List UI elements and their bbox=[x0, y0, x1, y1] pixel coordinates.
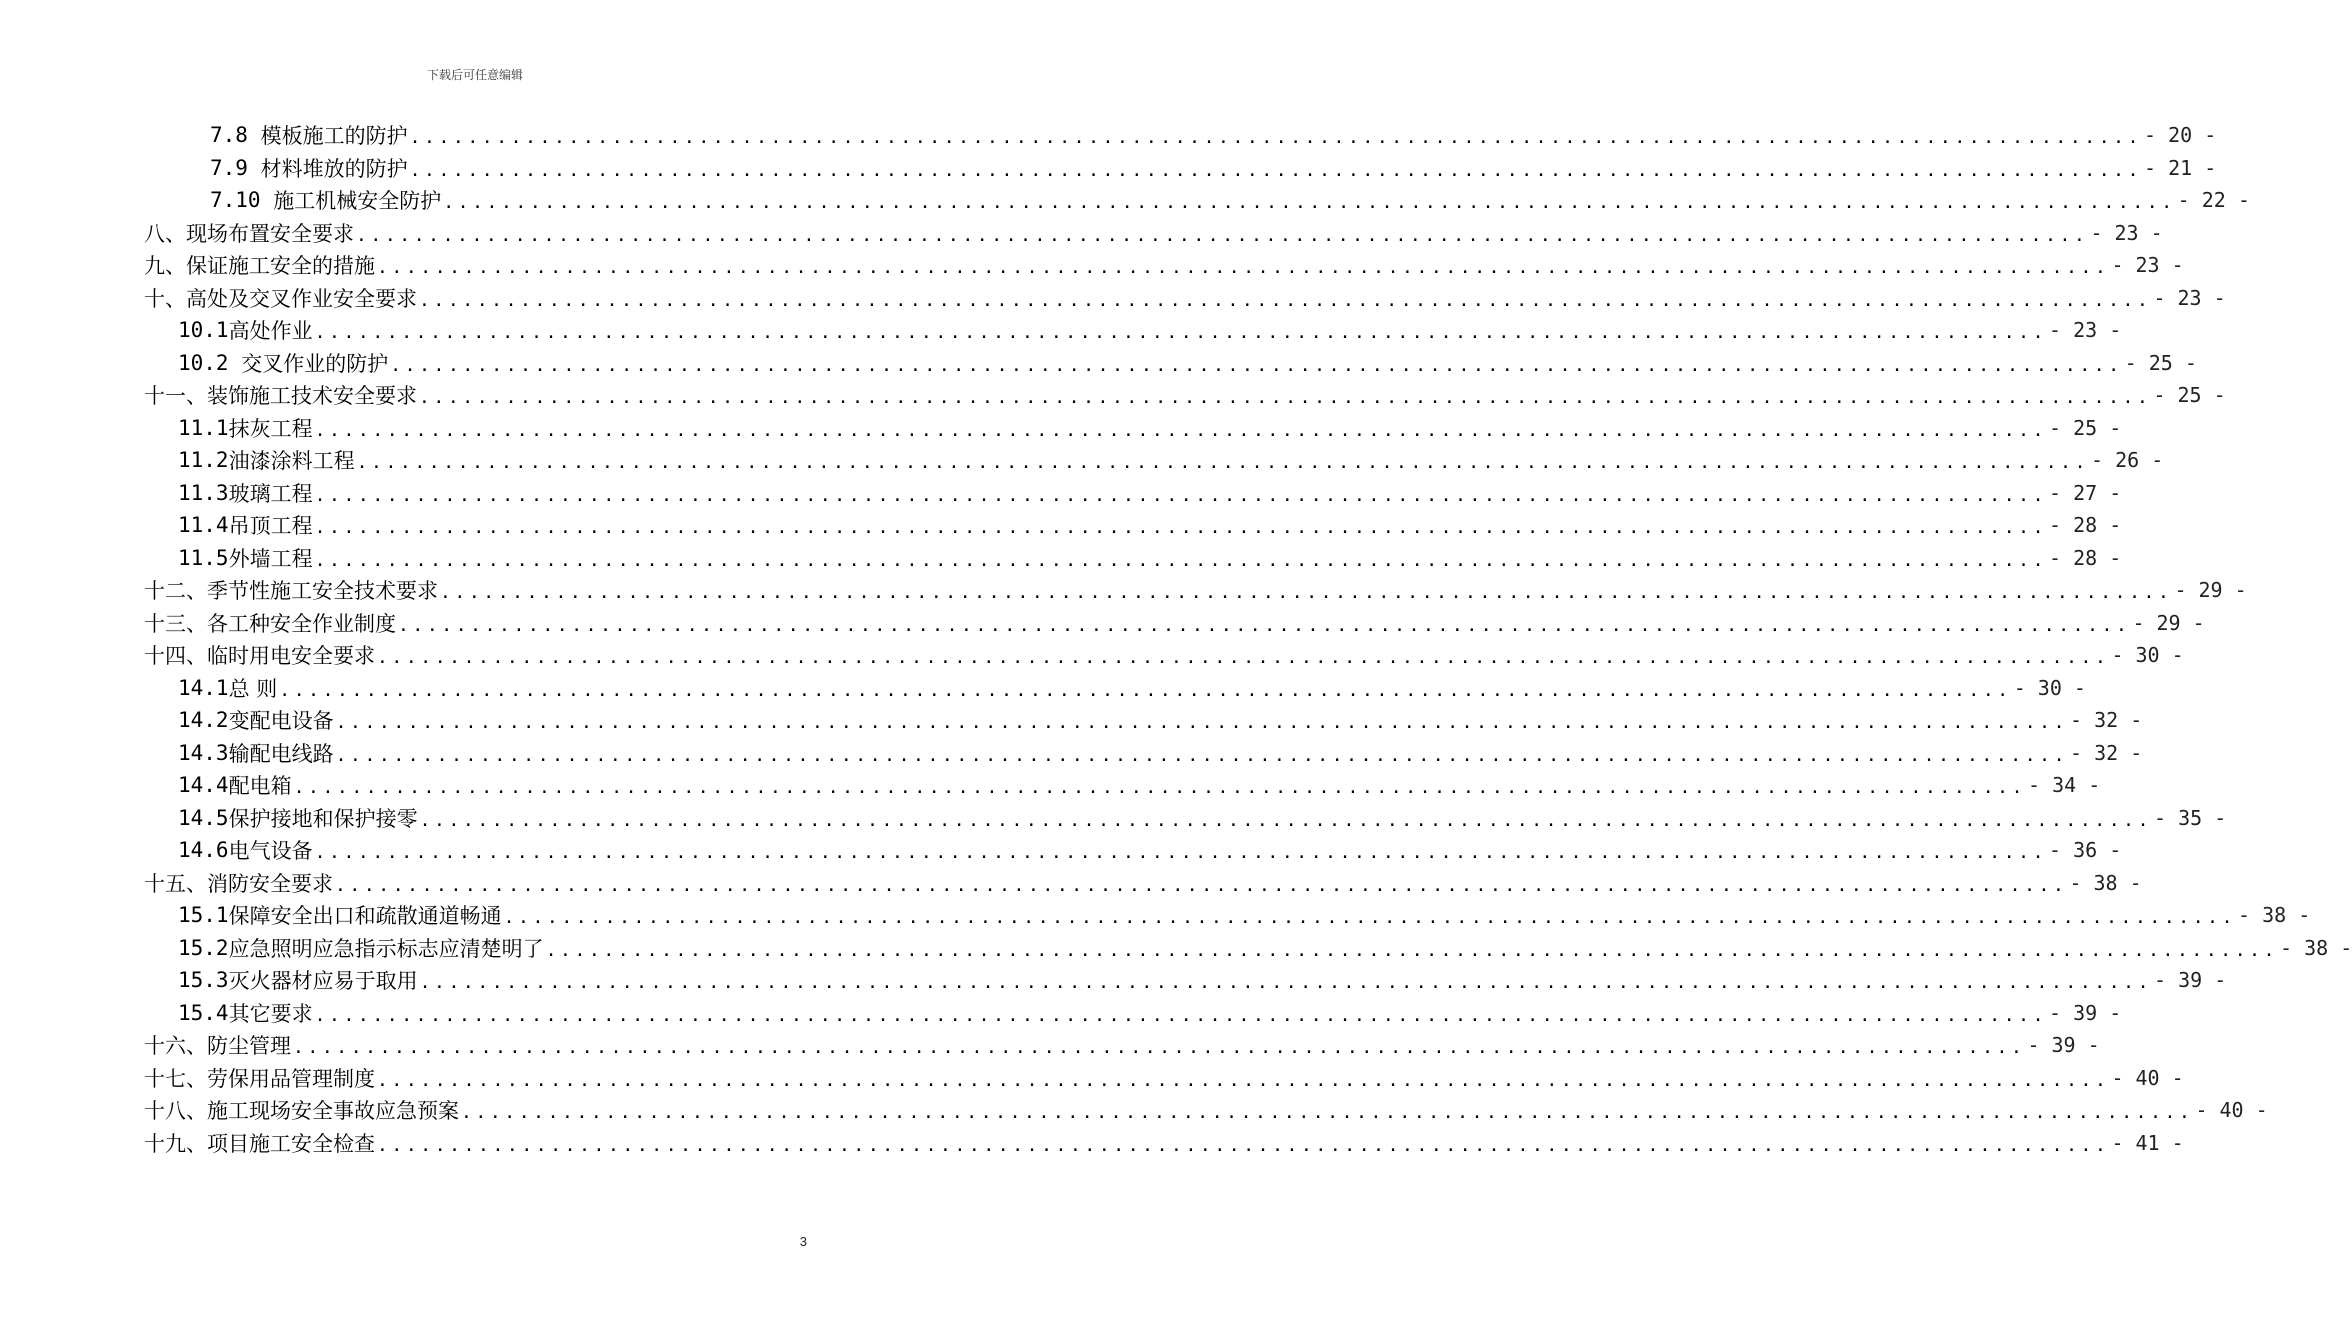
toc-entry-page: - 23 - bbox=[2153, 285, 2226, 310]
toc-entry-title: 施工机械安全防护 bbox=[273, 189, 442, 214]
toc-entry-page: - 38 - bbox=[2280, 935, 2352, 960]
toc-entry-title: 材料堆放的防护 bbox=[260, 156, 408, 181]
toc-entry-page: - 39 - bbox=[2049, 1000, 2122, 1025]
toc-entry-number: 十四、 bbox=[144, 644, 207, 669]
toc-entry[interactable] bbox=[0, 152, 2217, 185]
toc-entry-number: 十、 bbox=[144, 286, 186, 311]
toc-entry-number: 11.5 bbox=[178, 545, 229, 570]
toc-entry-page: - 25 - bbox=[2124, 350, 2197, 375]
toc-entry-title: 变配电设备 bbox=[228, 709, 334, 734]
toc-entry-page: - 26 - bbox=[2091, 448, 2164, 473]
toc-entry-title: 保障安全出口和疏散通道畅通 bbox=[228, 904, 502, 929]
toc-dot-leader: ........................................................................................................................ bbox=[409, 159, 2143, 181]
toc-entry-title: 外墙工程 bbox=[228, 546, 313, 571]
toc-entry[interactable] bbox=[0, 737, 2143, 770]
toc-entry-number: 十八、 bbox=[144, 1099, 207, 1124]
toc-entry-number: 14.6 bbox=[178, 838, 229, 863]
toc-entry[interactable] bbox=[0, 867, 2142, 900]
toc-entry-number: 14.3 bbox=[178, 740, 229, 765]
toc-entry[interactable] bbox=[0, 672, 2086, 705]
toc-entry-number: 7.8 bbox=[210, 123, 261, 148]
toc-entry-title: 总 则 bbox=[228, 676, 278, 701]
toc-entry-number: 十七、 bbox=[144, 1066, 207, 1091]
toc-entry-title: 消防安全要求 bbox=[207, 871, 333, 896]
toc-entry-title: 模板施工的防护 bbox=[260, 124, 408, 149]
toc-entry[interactable] bbox=[0, 574, 2247, 607]
toc-entry-title: 劳保用品管理制度 bbox=[207, 1066, 375, 1091]
toc-entry-number: 十五、 bbox=[144, 871, 207, 896]
toc-dot-leader: ........................................................................................................................ bbox=[314, 322, 2048, 344]
toc-entry-title: 抹灰工程 bbox=[228, 416, 313, 441]
toc-entry-title: 临时用电安全要求 bbox=[207, 644, 375, 669]
toc-entry-page: - 20 - bbox=[2144, 123, 2217, 148]
toc-entry-page: - 35 - bbox=[2154, 805, 2227, 830]
toc-entry-page: - 30 - bbox=[2013, 675, 2086, 700]
toc-entry-page: - 22 - bbox=[2177, 188, 2250, 213]
toc-entry-number: 九、 bbox=[144, 254, 186, 279]
toc-entry[interactable] bbox=[0, 282, 2226, 315]
toc-entry-page: - 32 - bbox=[2070, 740, 2143, 765]
toc-dot-leader: ........................................................................................................................ bbox=[314, 842, 2048, 864]
toc-entry-title: 高处作业 bbox=[228, 319, 313, 344]
toc-entry-page: - 28 - bbox=[2049, 513, 2122, 538]
toc-dot-leader: ........................................................................................................................ bbox=[398, 614, 2131, 636]
toc-entry-page: - 29 - bbox=[2174, 578, 2247, 603]
toc-dot-leader: ........................................................................................................................ bbox=[377, 1134, 2110, 1156]
toc-dot-leader: ........................................................................................................................ bbox=[419, 289, 2152, 311]
toc-dot-leader: ........................................................................................................................ bbox=[377, 257, 2110, 279]
toc-entry-title: 吊顶工程 bbox=[228, 514, 313, 539]
toc-entry-number: 7.9 bbox=[210, 155, 261, 180]
toc-entry[interactable] bbox=[0, 412, 2122, 445]
toc-entry[interactable] bbox=[0, 932, 2352, 965]
toc-entry-page: - 41 - bbox=[2111, 1130, 2184, 1155]
toc-dot-leader: ........................................................................................................................ bbox=[335, 874, 2068, 896]
toc-entry[interactable] bbox=[0, 217, 2163, 250]
toc-entry[interactable] bbox=[0, 964, 2227, 997]
toc-entry-number: 15.2 bbox=[178, 935, 229, 960]
toc-entry-title: 保证施工安全的措施 bbox=[186, 254, 375, 279]
toc-entry[interactable] bbox=[0, 1094, 2268, 1127]
toc-dot-leader: ........................................................................................................................ bbox=[409, 127, 2143, 149]
toc-dot-leader: ........................................................................................................................ bbox=[440, 582, 2173, 604]
toc-entry[interactable] bbox=[0, 509, 2122, 542]
toc-entry-page: - 28 - bbox=[2049, 545, 2122, 570]
toc-dot-leader: ........................................................................................................................ bbox=[314, 1004, 2048, 1026]
toc-dot-leader: ........................................................................................................................ bbox=[314, 517, 2048, 539]
toc-entry[interactable] bbox=[0, 347, 2197, 380]
toc-entry-title: 施工现场安全事故应急预案 bbox=[207, 1099, 459, 1124]
toc-entry-title: 玻璃工程 bbox=[228, 481, 313, 506]
toc-entry-page: - 38 - bbox=[2069, 870, 2142, 895]
toc-entry[interactable] bbox=[0, 639, 2184, 672]
toc-entry-title: 装饰施工技术安全要求 bbox=[207, 384, 417, 409]
toc-dot-leader: ........................................................................................................................ bbox=[419, 809, 2153, 831]
toc-dot-leader: ........................................................................................................................ bbox=[335, 712, 2069, 734]
toc-entry-page: - 40 - bbox=[2111, 1065, 2184, 1090]
toc-entry-page: - 25 - bbox=[2049, 415, 2122, 440]
toc-entry[interactable] bbox=[0, 444, 2164, 477]
toc-entry-page: - 23 - bbox=[2090, 220, 2163, 245]
toc-entry-number: 十三、 bbox=[144, 611, 207, 636]
toc-entry[interactable] bbox=[0, 997, 2122, 1030]
toc-entry-number: 11.3 bbox=[178, 480, 229, 505]
toc-entry-number: 15.3 bbox=[178, 968, 229, 993]
toc-entry-page: - 29 - bbox=[2132, 610, 2205, 635]
toc-entry-number: 11.2 bbox=[178, 448, 229, 473]
toc-dot-leader: ........................................................................................................................ bbox=[419, 387, 2152, 409]
toc-entry-number: 十九、 bbox=[144, 1131, 207, 1156]
header-note: 下载后可任意编辑 bbox=[426, 68, 523, 82]
toc-entry[interactable] bbox=[0, 1029, 2100, 1062]
toc-dot-leader: ........................................................................................................................ bbox=[314, 549, 2048, 571]
toc-entry-title: 项目施工安全检查 bbox=[207, 1131, 375, 1156]
toc-dot-leader: ........................................................................................................................ bbox=[377, 1069, 2110, 1091]
toc-dot-leader: ........................................................................................................................ bbox=[314, 484, 2048, 506]
page-number: 3 bbox=[799, 1234, 807, 1249]
toc-entry[interactable] bbox=[0, 314, 2122, 347]
toc-entry-number: 14.1 bbox=[178, 675, 229, 700]
toc-entry[interactable] bbox=[0, 1062, 2184, 1095]
toc-dot-leader: ........................................................................................................................ bbox=[390, 354, 2123, 376]
toc-dot-leader: ........................................................................................................................ bbox=[443, 192, 2176, 214]
toc-dot-leader: ........................................................................................................................ bbox=[356, 224, 2089, 246]
toc-entry-number: 14.5 bbox=[178, 805, 229, 830]
toc-entry-page: - 39 - bbox=[2027, 1033, 2100, 1058]
toc-entry-page: - 30 - bbox=[2111, 643, 2184, 668]
toc-entry-number: 10.2 bbox=[178, 350, 242, 375]
toc-entry[interactable] bbox=[0, 834, 2122, 867]
toc-entry-page: - 39 - bbox=[2154, 968, 2227, 993]
toc-entry-number: 十二、 bbox=[144, 579, 207, 604]
toc-entry-title: 各工种安全作业制度 bbox=[207, 611, 396, 636]
toc-entry-title: 其它要求 bbox=[228, 1001, 313, 1026]
toc-entry-page: - 25 - bbox=[2153, 383, 2226, 408]
toc-entry-title: 电气设备 bbox=[228, 839, 313, 864]
toc-entry-title: 防尘管理 bbox=[207, 1034, 291, 1059]
toc-entry[interactable] bbox=[0, 769, 2101, 802]
toc-entry-title: 应急照明应急指示标志应清楚明了 bbox=[228, 936, 544, 961]
toc-dot-leader: ........................................................................................................................ bbox=[545, 939, 2279, 961]
toc-entry[interactable] bbox=[0, 802, 2227, 835]
toc-entry-title: 油漆涂料工程 bbox=[228, 449, 355, 474]
toc-entry-number: 十六、 bbox=[144, 1034, 207, 1059]
toc-entry[interactable] bbox=[0, 607, 2205, 640]
toc-entry-title: 配电箱 bbox=[228, 774, 292, 799]
toc-entry-number: 10.1 bbox=[178, 318, 229, 343]
toc-entry-number: 14.2 bbox=[178, 708, 229, 733]
toc-dot-leader: ........................................................................................................................ bbox=[503, 907, 2237, 929]
toc-dot-leader: ........................................................................................................................ bbox=[314, 419, 2048, 441]
toc-entry-title: 高处及交叉作业安全要求 bbox=[186, 286, 417, 311]
toc-dot-leader: ........................................................................................................................ bbox=[356, 452, 2090, 474]
toc-entry-title: 灭火器材应易于取用 bbox=[228, 969, 418, 994]
toc-entry-number: 7.10 bbox=[210, 188, 274, 213]
toc-entry[interactable] bbox=[0, 119, 2217, 152]
toc-entry-title: 交叉作业的防护 bbox=[241, 351, 389, 376]
toc-dot-leader: ........................................................................................................................ bbox=[377, 647, 2110, 669]
toc-entry-number: 15.1 bbox=[178, 903, 229, 928]
toc-dot-leader: ........................................................................................................................ bbox=[419, 972, 2153, 994]
toc-dot-leader: ........................................................................................................................ bbox=[335, 744, 2069, 766]
toc-entry-page: - 23 - bbox=[2049, 318, 2122, 343]
toc-entry-page: - 38 - bbox=[2238, 903, 2311, 928]
toc-entry[interactable] bbox=[0, 542, 2122, 575]
toc-entry-number: 11.4 bbox=[178, 513, 229, 538]
toc-entry[interactable] bbox=[0, 249, 2184, 282]
toc-entry-page: - 23 - bbox=[2111, 253, 2184, 278]
toc-entry[interactable] bbox=[0, 899, 2311, 932]
toc-entry[interactable] bbox=[0, 704, 2143, 737]
toc-dot-leader: ........................................................................................................................ bbox=[293, 1037, 2026, 1059]
toc-entry-title: 季节性施工安全技术要求 bbox=[207, 579, 438, 604]
toc-entry-page: - 36 - bbox=[2049, 838, 2122, 863]
toc-entry[interactable] bbox=[0, 1127, 2184, 1160]
toc-entry-page: - 32 - bbox=[2070, 708, 2143, 733]
toc-entry-number: 八、 bbox=[144, 221, 186, 246]
toc-entry-number: 14.4 bbox=[178, 773, 229, 798]
toc-entry-page: - 40 - bbox=[2195, 1098, 2268, 1123]
toc-entry-title: 现场布置安全要求 bbox=[186, 221, 354, 246]
toc-entry-page: - 27 - bbox=[2049, 480, 2122, 505]
toc-entry[interactable] bbox=[0, 184, 2250, 217]
toc-entry-page: - 34 - bbox=[2028, 773, 2101, 798]
toc-dot-leader: ........................................................................................................................ bbox=[461, 1102, 2194, 1124]
toc-entry[interactable] bbox=[0, 379, 2226, 412]
toc-entry[interactable] bbox=[0, 477, 2122, 510]
toc-dot-leader: ........................................................................................................................ bbox=[279, 679, 2012, 701]
toc-entry-title: 输配电线路 bbox=[228, 741, 334, 766]
toc-entry-title: 保护接地和保护接零 bbox=[228, 806, 418, 831]
table-of-contents bbox=[0, 119, 2352, 1159]
toc-entry-number: 十一、 bbox=[144, 384, 207, 409]
toc-dot-leader: ........................................................................................................................ bbox=[293, 777, 2027, 799]
toc-entry-number: 15.4 bbox=[178, 1000, 229, 1025]
toc-entry-page: - 21 - bbox=[2144, 155, 2217, 180]
toc-entry-number: 11.1 bbox=[178, 415, 229, 440]
